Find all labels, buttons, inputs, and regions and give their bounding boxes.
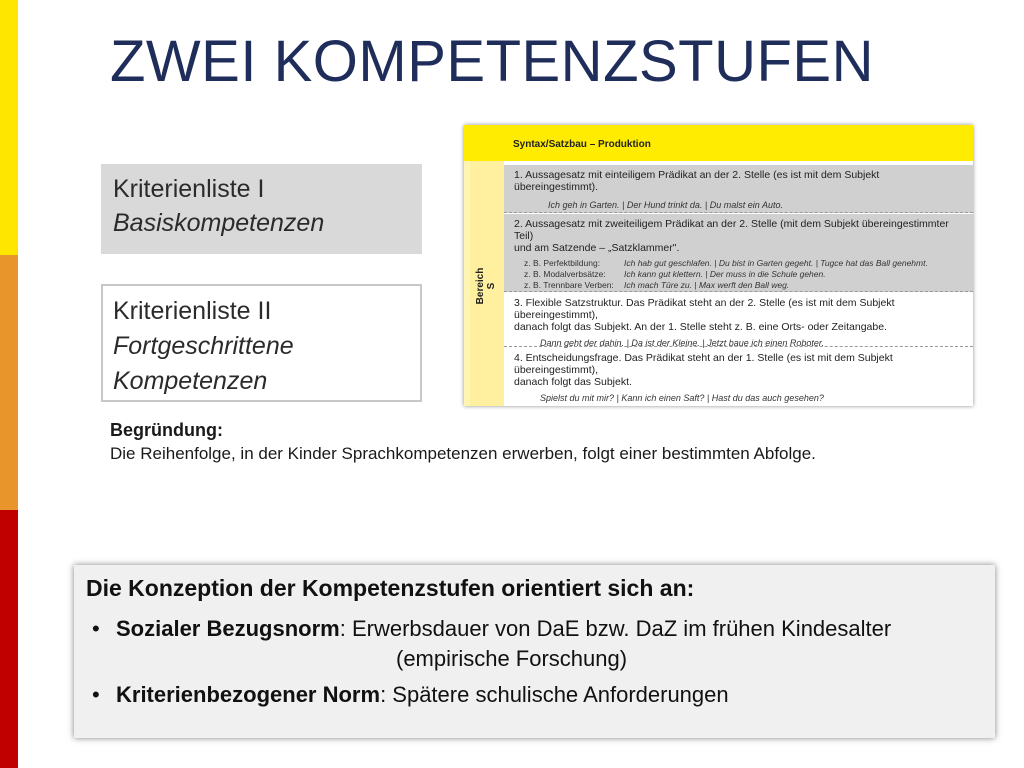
concept-bullet-item <box>86 614 983 674</box>
example-label: z. B. Perfektbildung: <box>524 258 601 268</box>
panel-header-title: Syntax/Satzbau – Produktion <box>513 139 651 150</box>
concept-box <box>74 565 995 738</box>
criteria-row-main: 4. Entscheidungsfrage. Das Prädikat steht an der 1. Stelle (es ist mit dem Subjekt übereingestimmt), <box>514 352 893 376</box>
criteria-row-example: Dann geht der dahin. | Da ist der Kleine. | Jetzt baue ich einen Roboter. <box>540 338 825 348</box>
example-text: Ich kann gut klettern. | Der muss in die Schule gehen. <box>624 269 826 279</box>
criteria-row-2 <box>504 214 973 292</box>
reason-text: Die Reihenfolge, in der Kinder Sprachkompetenzen erwerben, folgt einer bestimmten Abfolge. <box>110 444 816 463</box>
criteria-row-4 <box>504 348 973 406</box>
panel-header <box>464 125 973 161</box>
accent-stripe-red <box>0 510 18 768</box>
criteria-list-1-subtitle: Basiskompetenzen <box>113 209 325 237</box>
criteria-row-main-2: danach folgt das Subjekt. An der 1. Stelle steht z. B. eine Orts- oder Zeitangabe. <box>514 321 887 333</box>
criteria-row-main: 3. Flexible Satzstruktur. Das Prädikat steht an der 2. Stelle (es ist mit dem Subjekt übereingestimmt), <box>514 297 895 321</box>
example-label: z. B. Trennbare Verben: <box>524 280 614 290</box>
slide-title: ZWEI KOMPETENZSTUFEN <box>110 29 874 94</box>
criteria-row-main: 2. Aussagesatz mit zweiteiligem Prädikat an der 2. Stelle (mit dem Subjekt übereingestimmter Teil) <box>514 218 949 242</box>
bullet-term: Sozialer Bezugsnorm <box>116 616 340 641</box>
criteria-list-1-box <box>101 164 422 254</box>
reason-label: Begründung: <box>110 420 223 440</box>
criteria-row-main-2: und am Satzende – „Satzklammer". <box>514 242 680 254</box>
criteria-row-main: 1. Aussagesatz mit einteiligem Prädikat an der 2. Stelle (es ist mit dem Subjekt übereingestimmt). <box>514 169 880 193</box>
panel-side-label: Bereich S <box>475 267 497 305</box>
criteria-row-main-2: danach folgt das Subjekt. <box>514 376 632 388</box>
criteria-list-2-subtitle-line1: Fortgeschrittene <box>113 332 294 360</box>
bullet-text-continued: (empirische Forschung) <box>396 646 628 671</box>
criteria-row-3 <box>504 293 973 347</box>
criteria-list-2-subtitle-line2: Kompetenzen <box>113 367 268 395</box>
example-text: Ich mach Türe zu. | Max werft den Ball weg. <box>624 280 790 290</box>
accent-stripe-orange <box>0 255 18 510</box>
bullet-text: : Erwerbsdauer von DaE bzw. DaZ im frühen Kindesalter <box>339 616 892 641</box>
bullet-text: : Spätere schulische Anforderungen <box>380 682 729 707</box>
criteria-list-1-title: Kriterienliste I <box>113 175 265 203</box>
criteria-row-1 <box>504 165 973 213</box>
concept-heading: Die Konzeption der Kompetenzstufen orientiert sich an: <box>86 575 695 601</box>
criteria-row-example: Ich geh in Garten. | Der Hund trinkt da. | Du malst ein Auto. <box>548 200 783 210</box>
criteria-example-line <box>514 258 963 269</box>
criteria-example-line <box>514 269 963 280</box>
example-text: Ich hab gut geschlafen. | Du bist in Garten gegeht. | Tugce hat das Ball genehmt. <box>624 258 928 268</box>
bullet-term: Kriterienbezogener Norm <box>116 682 381 707</box>
concept-bullet-item <box>86 680 983 710</box>
criteria-row-example: Spielst du mit mir? | Kann ich einen Saft? | Hast du das auch gesehen? <box>540 393 824 403</box>
accent-stripe-yellow <box>0 0 18 255</box>
example-label: z. B. Modalverbsätze: <box>524 269 606 279</box>
bullet-marker: • <box>92 616 100 641</box>
criteria-list-2-box <box>101 284 422 402</box>
syntax-criteria-image <box>464 125 973 406</box>
bullet-marker: • <box>92 682 100 707</box>
criteria-list-2-title: Kriterienliste II <box>113 297 272 325</box>
criteria-example-line <box>514 280 963 291</box>
